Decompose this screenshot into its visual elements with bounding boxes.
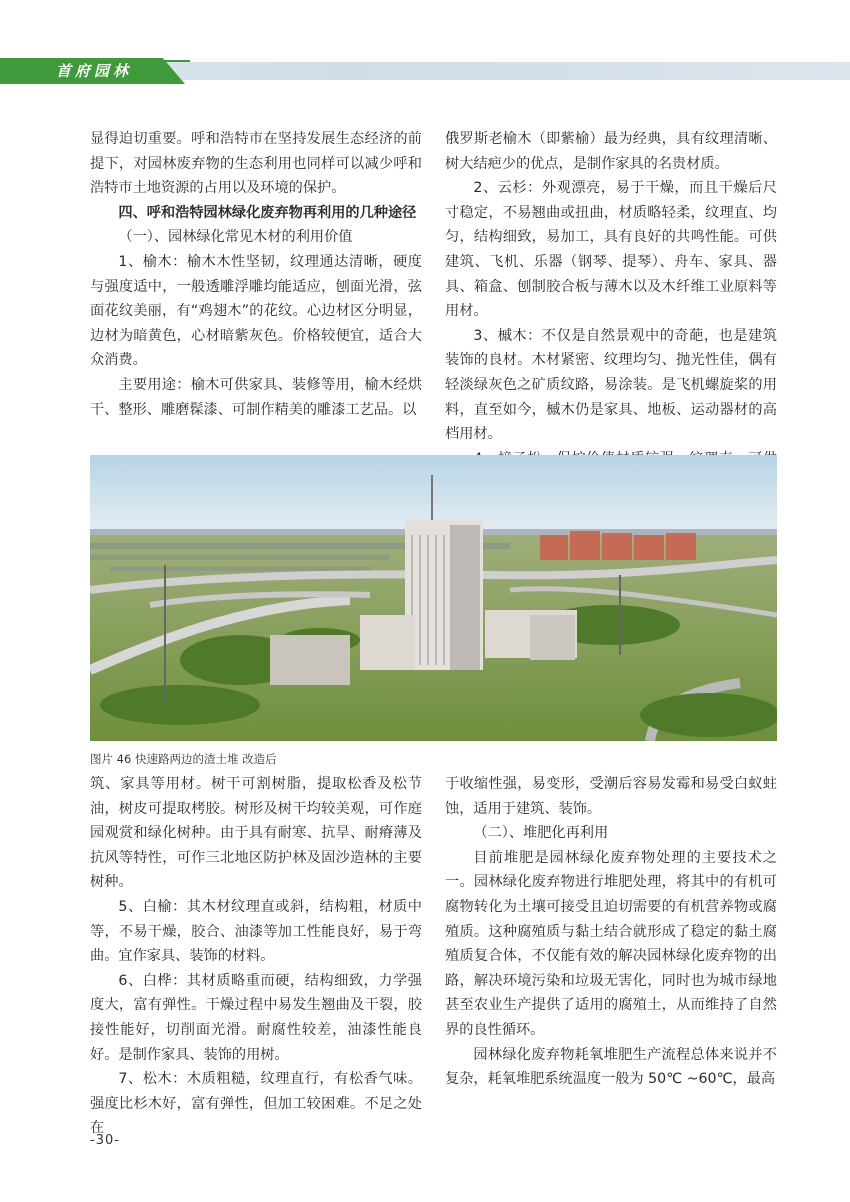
paragraph: 园林绿化废弃物耗氧堆肥生产流程总体来说并不复杂，耗氧堆肥系统温度一般为 50℃ ~60℃，最高 xyxy=(445,1046,777,1088)
right-column-top xyxy=(445,127,777,496)
paragraph: 筑、家具等用材。树干可割树脂，提取松香及松节油，树皮可提取栲胶。树形及树干均较美观，可作庭园观赏和绿化树种。由于具有耐寒、抗旱、耐瘠薄及抗风等特性，可作三北地区防护林及固沙造林的主要树种。 xyxy=(90,776,422,891)
paragraph: 1、榆木：榆木木性坚韧，纹理通达清晰，硬度与强度适中，一般透雕浮雕均能适应，刨面光滑，弦面花纹美丽，有“鸡翅木”的花纹。心边材区分明显，边材为暗黄色，心材暗紫灰色。价格较便宜，适合大众消费。 xyxy=(90,253,422,369)
paragraph: 6、白桦：其材质略重而硬，结构细致，力学强度大，富有弹性。干燥过程中易发生翘曲及干裂，胶接性能好，切削面光滑。耐腐性较差，油漆性能良好。是制作家具、装饰的用树。 xyxy=(90,972,422,1063)
paragraph: 7、松木：木质粗糙，纹理直行，有松香气味。强度比杉木好，富有弹性，但加工较困难。不足之处在 xyxy=(90,1071,422,1137)
paragraph: 3、槭木：不仅是自然景观中的奇葩，也是建筑装饰的良材。木材紧密、纹理均匀、抛光性佳，偶有轻淡绿灰色之矿质纹路，易涂装。是飞机螺旋桨的用料，直至如今，槭木仍是家具、地板、运动器材的高档用材。 xyxy=(445,327,777,443)
paragraph: 2、云杉：外观漂亮，易于干燥，而且干燥后尺寸稳定，不易翘曲或扭曲，材质略轻柔，纹理直、均匀，结构细致，易加工，具有良好的共鸣性能。可供建筑、飞机、乐器（钢琴、提琴）、舟车、家具、器具、箱盒、刨制胶合板与薄木以及木纤维工业原料等用材。 xyxy=(445,180,777,320)
section-title: 首府园林 xyxy=(56,62,133,80)
highway-landscape-photo xyxy=(90,455,777,741)
page-number: -30- xyxy=(90,1133,120,1148)
right-column-bottom xyxy=(445,772,777,1092)
figure-caption: 图片 46 快速路两边的渣土堆 改造后 xyxy=(90,752,277,766)
left-column-bottom xyxy=(90,772,422,1141)
paragraph: 显得迫切重要。呼和浩特市在坚持发展生态经济的前提下，对园林废弃物的生态利用也同样可以减少呼和浩特市土地资源的占用以及环境的保护。 xyxy=(90,131,422,197)
header-tab-accent-line xyxy=(150,60,190,86)
section-heading: 四、呼和浩特园林绿化废弃物再利用的几种途径 xyxy=(118,204,417,221)
paragraph: （一）、园林绿化常见木材的利用价值 xyxy=(118,229,353,246)
paragraph: 主要用途：榆木可供家具、装修等用，榆木经烘干、整形、雕磨髹漆、可制作精美的雕漆工艺品。以 xyxy=(90,376,422,418)
left-column-top xyxy=(90,127,422,422)
paragraph: 俄罗斯老榆木（即紫榆）最为经典，具有纹理清晰、树大结疤少的优点，是制作家具的名贵材质。 xyxy=(445,131,777,172)
paragraph: 于收缩性强，易变形，受潮后容易发霉和易受白蚁蛀蚀，适用于建筑、装饰。 xyxy=(445,776,777,817)
paragraph: （二）、堆肥化再利用 xyxy=(473,825,609,842)
paragraph: 5、白榆：其木材纹理直或斜，结构粗，材质中等，不易干燥，胶合、油漆等加工性能良好，易于弯曲。宜作家具、装饰的材料。 xyxy=(90,898,422,965)
paragraph: 目前堆肥是园林绿化废弃物处理的主要技术之一。园林绿化废弃物进行堆肥处理，将其中的有机可腐物转化为土壤可接受且迫切需要的有机营养物或腐殖质。这种腐殖质与黏土结合就形成了稳定的黏土腐殖质复合体，不仅能有效的解决园林绿化废弃物的出路，解决环境污染和垃圾无害化，同时也为城市绿地甚至农业生产提供了适用的腐殖土，从而维持了自然界的良性循环。 xyxy=(445,849,777,1038)
